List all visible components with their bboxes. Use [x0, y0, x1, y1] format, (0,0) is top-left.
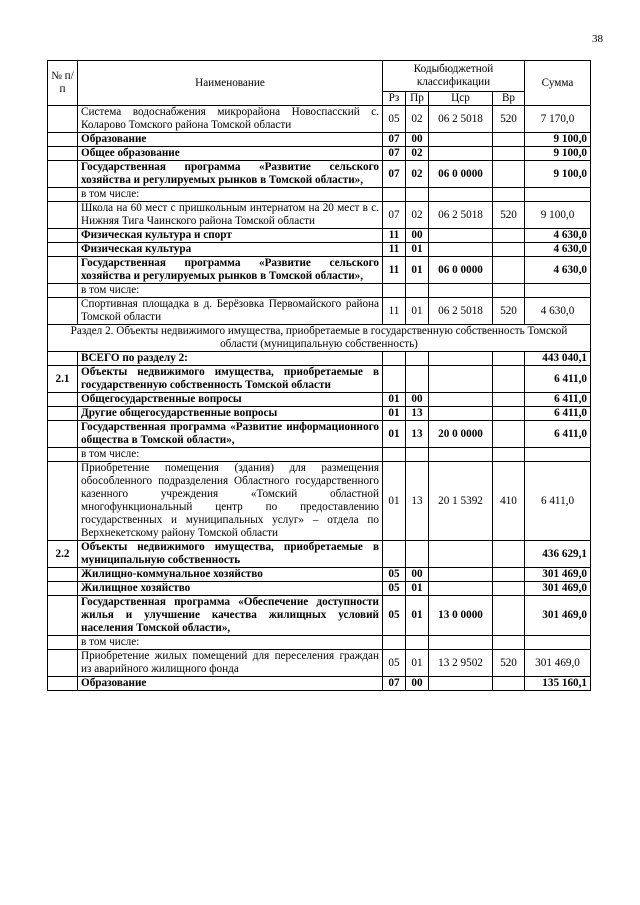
- row-csr-cell: [429, 636, 493, 650]
- row-number-cell: [48, 596, 78, 636]
- empty-cell: [493, 366, 525, 393]
- total-row: [48, 352, 591, 366]
- row-number-cell: [48, 202, 78, 229]
- row-pr-cell: 01: [406, 582, 429, 596]
- row-number-cell: [48, 161, 78, 188]
- table-row: [48, 257, 591, 284]
- row-csr-cell: 06 0 0000: [429, 257, 493, 284]
- row-sum-cell: [525, 284, 591, 298]
- row-csr-cell: [429, 133, 493, 147]
- row-name-cell: Физическая культура: [78, 243, 383, 257]
- row-vr-cell: [493, 596, 525, 636]
- row-csr-cell: 20 1 5392: [429, 462, 493, 541]
- row-number-cell: [48, 229, 78, 243]
- row-name-cell: Образование: [78, 133, 383, 147]
- row-csr-cell: [429, 407, 493, 421]
- table-row: [48, 636, 591, 650]
- row-name-cell: Жилищное хозяйство: [78, 582, 383, 596]
- empty-cell: [406, 366, 429, 393]
- row-vr-cell: [493, 284, 525, 298]
- row-number-cell: [48, 650, 78, 677]
- row-name-cell: Школа на 60 мест с пришкольным интернатом на 20 мест в с. Нижняя Тига Чаинского района Томской области: [78, 202, 383, 229]
- empty-cell: [493, 352, 525, 366]
- row-vr-cell: 520: [493, 298, 525, 325]
- section-row: [48, 325, 591, 352]
- item-sum-cell: 436 629,1: [525, 541, 591, 568]
- row-pr-cell: 01: [406, 650, 429, 677]
- row-rz-cell: 11: [383, 298, 406, 325]
- row-number-cell: [48, 188, 78, 202]
- row-number-cell: [48, 106, 78, 133]
- empty-cell: [429, 366, 493, 393]
- row-rz-cell: 01: [383, 407, 406, 421]
- row-number-cell: [48, 448, 78, 462]
- row-pr-cell: 02: [406, 161, 429, 188]
- table-row: [48, 393, 591, 407]
- table-row: [48, 448, 591, 462]
- row-pr-cell: [406, 188, 429, 202]
- row-sum-cell: [525, 448, 591, 462]
- table-row: [48, 541, 591, 568]
- row-sum-cell: [525, 636, 591, 650]
- row-name-cell: в том числе:: [78, 448, 383, 462]
- header-vr: Вр: [493, 92, 525, 106]
- table-row: [48, 298, 591, 325]
- table-row: [48, 133, 591, 147]
- row-rz-cell: 11: [383, 257, 406, 284]
- row-name-cell: Спортивная площадка в д. Берёзовка Первомайского района Томской области: [78, 298, 383, 325]
- row-vr-cell: [493, 257, 525, 284]
- header-rz: Рз: [383, 92, 406, 106]
- row-pr-cell: 00: [406, 568, 429, 582]
- row-number-cell: [48, 636, 78, 650]
- row-rz-cell: 07: [383, 161, 406, 188]
- item-sum-cell: 6 411,0: [525, 366, 591, 393]
- row-pr-cell: 01: [406, 257, 429, 284]
- empty-cell: [383, 366, 406, 393]
- row-rz-cell: [383, 448, 406, 462]
- row-vr-cell: [493, 407, 525, 421]
- row-name-cell: Приобретение помещения (здания) для размещения обособленного подразделения Областного государственного казенного учреждения «Томский областной многофункциональный центр по предоставлению государственных и муниципальных услуг» – отдела по Верхнекетскому району Томской области: [78, 462, 383, 541]
- row-vr-cell: [493, 448, 525, 462]
- row-rz-cell: 05: [383, 650, 406, 677]
- row-rz-cell: 01: [383, 393, 406, 407]
- empty-cell: [383, 352, 406, 366]
- row-sum-cell: 4 630,0: [525, 298, 591, 325]
- row-csr-cell: [429, 188, 493, 202]
- row-csr-cell: 06 0 0000: [429, 161, 493, 188]
- row-number-cell: [48, 133, 78, 147]
- table-row: [48, 596, 591, 636]
- row-number-cell: [48, 243, 78, 257]
- row-name-cell: Государственная программа «Обеспечение доступности жилья и улучшение качества жилищных условий населения Томской области»,: [78, 596, 383, 636]
- row-number-cell: [48, 568, 78, 582]
- row-rz-cell: 11: [383, 243, 406, 257]
- row-name-cell: Другие общегосударственные вопросы: [78, 407, 383, 421]
- row-pr-cell: 00: [406, 229, 429, 243]
- row-csr-cell: [429, 568, 493, 582]
- header-pr: Пр: [406, 92, 429, 106]
- item-name-cell: Объекты недвижимого имущества, приобретаемые в муниципальную собственность: [78, 541, 383, 568]
- row-vr-cell: [493, 243, 525, 257]
- header-csr: Цср: [429, 92, 493, 106]
- item-number-cell: 2.1: [48, 366, 78, 393]
- row-name-cell: в том числе:: [78, 636, 383, 650]
- empty-cell: [406, 352, 429, 366]
- row-number-cell: [48, 462, 78, 541]
- table-row: [48, 582, 591, 596]
- row-number-cell: [48, 393, 78, 407]
- row-rz-cell: 07: [383, 202, 406, 229]
- row-vr-cell: [493, 677, 525, 691]
- row-name-cell: Приобретение жилых помещений для переселения граждан из аварийного жилищного фонда: [78, 650, 383, 677]
- row-sum-cell: 4 630,0: [525, 257, 591, 284]
- empty-cell: [429, 352, 493, 366]
- row-rz-cell: [383, 636, 406, 650]
- table-row: [48, 147, 591, 161]
- row-sum-cell: 6 411,0: [525, 407, 591, 421]
- row-pr-cell: [406, 636, 429, 650]
- table-row: [48, 284, 591, 298]
- table-row: [48, 366, 591, 393]
- row-csr-cell: 06 2 5018: [429, 106, 493, 133]
- row-csr-cell: 13 2 9502: [429, 650, 493, 677]
- row-vr-cell: 520: [493, 106, 525, 133]
- row-vr-cell: [493, 161, 525, 188]
- row-pr-cell: 00: [406, 677, 429, 691]
- row-csr-cell: [429, 448, 493, 462]
- table-row: [48, 650, 591, 677]
- row-name-cell: Общегосударственные вопросы: [78, 393, 383, 407]
- budget-table: [47, 60, 591, 691]
- row-csr-cell: 13 0 0000: [429, 596, 493, 636]
- row-vr-cell: [493, 568, 525, 582]
- row-csr-cell: [429, 284, 493, 298]
- row-name-cell: Государственная программа «Развитие информационного общества в Томской области»,: [78, 421, 383, 448]
- table-row: [48, 568, 591, 582]
- page-number: 38: [592, 33, 603, 45]
- row-sum-cell: 301 469,0: [525, 568, 591, 582]
- row-csr-cell: 06 2 5018: [429, 298, 493, 325]
- empty-cell: [383, 541, 406, 568]
- row-vr-cell: 410: [493, 462, 525, 541]
- row-sum-cell: 6 411,0: [525, 393, 591, 407]
- row-csr-cell: [429, 229, 493, 243]
- header-num: № п/п: [48, 61, 78, 106]
- row-rz-cell: 05: [383, 568, 406, 582]
- row-rz-cell: [383, 284, 406, 298]
- table-row: [48, 161, 591, 188]
- header-sum: Сумма: [525, 61, 591, 106]
- row-sum-cell: 4 630,0: [525, 243, 591, 257]
- row-vr-cell: [493, 636, 525, 650]
- header-codes: Кодыбюджетной классификации: [383, 61, 525, 92]
- row-vr-cell: 520: [493, 202, 525, 229]
- table-row: [48, 677, 591, 691]
- row-sum-cell: 301 469,0: [525, 582, 591, 596]
- row-rz-cell: 05: [383, 106, 406, 133]
- table-row: [48, 462, 591, 541]
- row-pr-cell: 02: [406, 147, 429, 161]
- empty-cell: [493, 541, 525, 568]
- row-pr-cell: 00: [406, 133, 429, 147]
- table-row: [48, 229, 591, 243]
- row-pr-cell: 02: [406, 202, 429, 229]
- row-vr-cell: [493, 421, 525, 448]
- row-number-cell: [48, 677, 78, 691]
- empty-cell: [48, 352, 78, 366]
- row-sum-cell: 301 469,0: [525, 650, 591, 677]
- header-name: Наименование: [78, 61, 383, 106]
- row-sum-cell: 6 411,0: [525, 462, 591, 541]
- row-pr-cell: [406, 284, 429, 298]
- row-vr-cell: [493, 133, 525, 147]
- total-label: ВСЕГО по разделу 2:: [78, 352, 383, 366]
- row-number-cell: [48, 421, 78, 448]
- row-pr-cell: 13: [406, 421, 429, 448]
- row-vr-cell: [493, 393, 525, 407]
- total-sum: 443 040,1: [525, 352, 591, 366]
- row-rz-cell: 05: [383, 596, 406, 636]
- row-rz-cell: [383, 188, 406, 202]
- row-rz-cell: 01: [383, 421, 406, 448]
- empty-cell: [429, 541, 493, 568]
- row-number-cell: [48, 582, 78, 596]
- row-number-cell: [48, 284, 78, 298]
- table-row: [48, 421, 591, 448]
- row-number-cell: [48, 298, 78, 325]
- empty-cell: [406, 541, 429, 568]
- row-rz-cell: 01: [383, 462, 406, 541]
- row-pr-cell: 01: [406, 596, 429, 636]
- row-sum-cell: 6 411,0: [525, 421, 591, 448]
- row-name-cell: Общее образование: [78, 147, 383, 161]
- row-vr-cell: 520: [493, 650, 525, 677]
- section-title: Раздел 2. Объекты недвижимого имущества, приобретаемые в государственную собственность Томской области (муниципальную собственность): [48, 325, 591, 352]
- row-csr-cell: [429, 393, 493, 407]
- row-name-cell: Государственная программа «Развитие сельского хозяйства и регулируемых рынков в Томской области»,: [78, 257, 383, 284]
- row-pr-cell: 01: [406, 298, 429, 325]
- row-rz-cell: 07: [383, 133, 406, 147]
- row-sum-cell: 135 160,1: [525, 677, 591, 691]
- row-rz-cell: 07: [383, 677, 406, 691]
- item-name-cell: Объекты недвижимого имущества, приобретаемые в государственную собственность Томской области: [78, 366, 383, 393]
- row-csr-cell: [429, 147, 493, 161]
- row-vr-cell: [493, 229, 525, 243]
- row-sum-cell: 4 630,0: [525, 229, 591, 243]
- row-sum-cell: 9 100,0: [525, 161, 591, 188]
- row-pr-cell: [406, 448, 429, 462]
- row-number-cell: [48, 147, 78, 161]
- row-number-cell: [48, 407, 78, 421]
- table-body: [48, 106, 591, 691]
- row-pr-cell: 13: [406, 462, 429, 541]
- row-pr-cell: 00: [406, 393, 429, 407]
- row-name-cell: Система водоснабжения микрорайона Новоспасский с. Коларово Томского района Томской области: [78, 106, 383, 133]
- table-row: [48, 106, 591, 133]
- row-pr-cell: 02: [406, 106, 429, 133]
- row-name-cell: в том числе:: [78, 188, 383, 202]
- table-row: [48, 202, 591, 229]
- row-csr-cell: 20 0 0000: [429, 421, 493, 448]
- item-number-cell: 2.2: [48, 541, 78, 568]
- row-name-cell: Жилищно-коммунальное хозяйство: [78, 568, 383, 582]
- row-csr-cell: [429, 243, 493, 257]
- row-pr-cell: 13: [406, 407, 429, 421]
- row-name-cell: Государственная программа «Развитие сельского хозяйства и регулируемых рынков в Томской области»,: [78, 161, 383, 188]
- row-number-cell: [48, 257, 78, 284]
- row-sum-cell: 9 100,0: [525, 133, 591, 147]
- row-sum-cell: 9 100,0: [525, 202, 591, 229]
- row-name-cell: в том числе:: [78, 284, 383, 298]
- row-csr-cell: [429, 582, 493, 596]
- row-pr-cell: 01: [406, 243, 429, 257]
- table-row: [48, 407, 591, 421]
- row-rz-cell: 11: [383, 229, 406, 243]
- table-row: [48, 243, 591, 257]
- row-rz-cell: 05: [383, 582, 406, 596]
- table-row: [48, 188, 591, 202]
- row-sum-cell: 7 170,0: [525, 106, 591, 133]
- row-csr-cell: [429, 677, 493, 691]
- row-rz-cell: 07: [383, 147, 406, 161]
- row-sum-cell: [525, 188, 591, 202]
- row-vr-cell: [493, 147, 525, 161]
- row-name-cell: Физическая культура и спорт: [78, 229, 383, 243]
- row-csr-cell: 06 2 5018: [429, 202, 493, 229]
- row-sum-cell: 9 100,0: [525, 147, 591, 161]
- row-sum-cell: 301 469,0: [525, 596, 591, 636]
- row-name-cell: Образование: [78, 677, 383, 691]
- row-vr-cell: [493, 188, 525, 202]
- row-vr-cell: [493, 582, 525, 596]
